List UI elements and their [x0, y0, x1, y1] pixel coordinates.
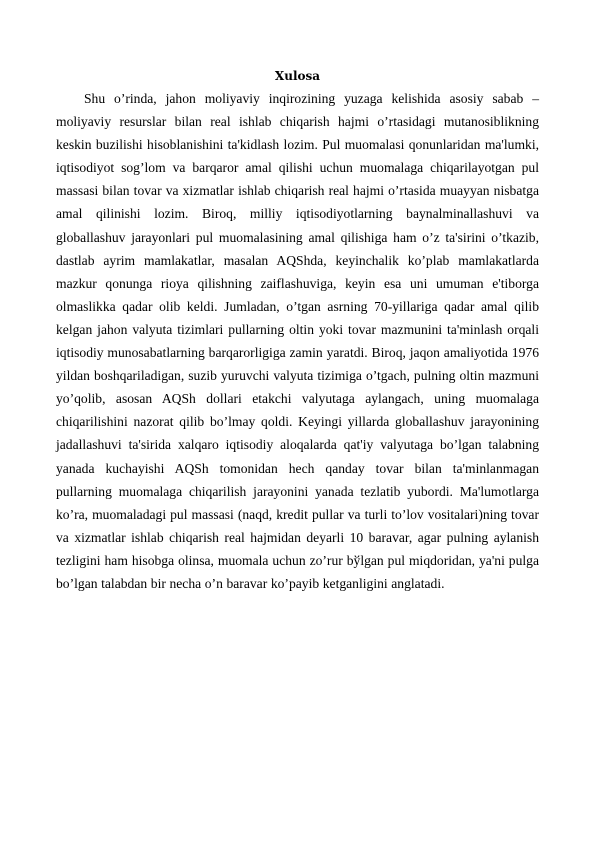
- document-title: Xulosa: [274, 69, 321, 83]
- body-paragraph: Shu o’rinda, jahon moliyaviy inqirozining yuzaga kelishida asosiy sabab – moliyaviy resurslar bilan real ishlab chiqarish hajmi o’rtasidagi mutanosiblikning keskin buzilishi hisoblanishini ta'kidlash lozim. Pul muomalasi qonunlaridan ma'lumki, iqtisodiyot sog’lom va barqaror amal qilishi uchun muomalaga chiqarilayotgan pul massasi bilan tovar va xizmatlar ishlab chiqarish real hajmi o’rtasida muayyan nisbatga amal qilinishi lozim. Biroq, milliy iqtisodiyotlarning baynalminallashuvi va globallashuv jarayonlari pul muomalasining amal qilishiga ham o’z ta'sirini o’tkazib, dastlab ayrim mamlakatlar, masalan AQShda, keyinchalik ko’plab mamlakatlarda mazkur qonunga rioya qilishning zaiflashuviga, keyin esa uni umuman e'tiborga olmaslikka qadar olib keldi. Jumladan, o’tgan asrning 70-yillariga qadar amal qilib kelgan jahon valyuta tizimlari pullarning oltin yoki tovar mazmunini ta'minlash orqali iqtisodiy munosabatlarning barqarorligiga zamin yaratdi. Biroq, jaqon amaliyotida 1976 yildan boshqariladigan, suzib yuruvchi valyuta tizimiga o’tgach, pulning oltin mazmuni yo’qolib, asosan AQSh dollari etakchi valyutaga aylangach, uning muomalaga chiqarilishini nazorat qilib bo’lmay qoldi. Keyingi yillarda globallashuv jarayonining jadallashuvi ta'sirida xalqaro iqtisodiy aloqalarda qat'iy valyutaga bo’lgan talabning yanada kuchayishi AQSh tomonidan hech qanday tovar bilan ta'minlanmagan pullarning muomalaga chiqarilish jarayonini yanada tezlatib yubordi. Ma'lumotlarga ko’ra, muomaladagi pul massasi (naqd, kredit pullar va turli to’lov vositalari)ning tovar va xizmatlar ishlab chiqarish real hajmidan deyarli 10 baravar, agar pulning aylanish tezligini ham hisobga olinsa, muomala uchun zo’rur bўlgan pul miqdoridan, ya'ni pulga bo’lgan talabdan bir necha o’n baravar ko’payib ketganligini anglatadi.: [56, 91, 539, 591]
